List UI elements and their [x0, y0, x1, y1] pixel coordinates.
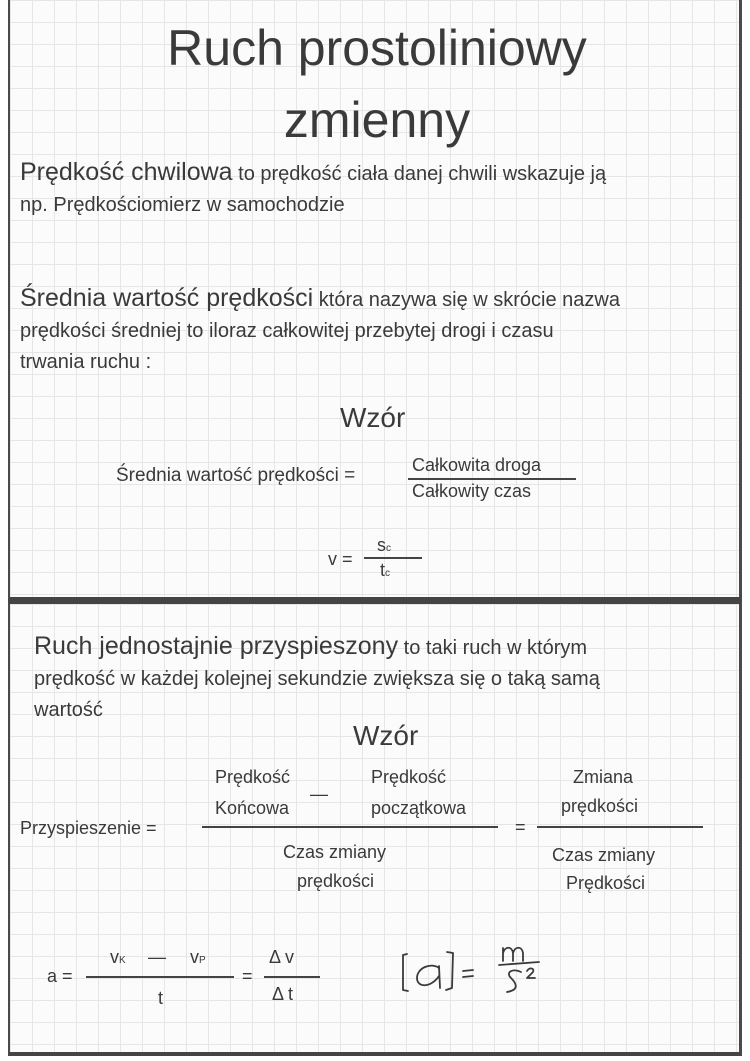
- s-symbol: s: [377, 535, 386, 555]
- accelerated-line-1: [34, 631, 600, 664]
- v-minus-sign: —: [148, 947, 166, 967]
- final-velocity-line-1: Prędkość: [215, 767, 291, 787]
- accelerated-line-3: wartość: [34, 699, 103, 721]
- instant-term: Prędkość chwilowa: [20, 158, 233, 186]
- v-formula-lhs: v =: [328, 549, 353, 569]
- equals-sign: [463, 970, 473, 977]
- title-line-2: zmienny: [283, 92, 471, 148]
- velocity-change-line-2: prędkości: [561, 796, 639, 816]
- exponent-2: [527, 968, 535, 978]
- average-line-3: trwania ruchu :: [20, 351, 152, 373]
- time-change-line-1: Czas zmiany: [283, 842, 387, 862]
- t-subscript: c: [385, 568, 391, 579]
- formula-heading-2: Wzór: [353, 720, 419, 751]
- letter-m: [503, 948, 523, 961]
- average-formula-numerator: Całkowita droga: [412, 455, 542, 475]
- acceleration-equals: =: [515, 817, 526, 837]
- final-velocity-line-2: Końcowa: [215, 798, 290, 818]
- time-change-line-4: Prędkości: [566, 873, 646, 893]
- vk-subscript: K: [119, 955, 126, 966]
- instant-line-2: np. Prędkościomierz w samochodzie: [20, 194, 345, 216]
- velocity-minus-sign: —: [310, 784, 328, 804]
- bracket-left: [403, 954, 408, 991]
- initial-velocity-line-1: Prędkość: [371, 767, 447, 787]
- instant-line-1: [20, 157, 606, 190]
- average-velocity-paragraph: [20, 283, 620, 378]
- average-term: Średnia wartość prędkości: [20, 284, 314, 312]
- accelerated-term: Ruch jednostajnie przyspieszony: [34, 632, 399, 660]
- delta-t: Δ t: [272, 984, 294, 1004]
- v-formula-numerator: [377, 535, 391, 556]
- average-line-2: prędkości średniej to iloraz całkowitej przebytej drogi i czasu: [20, 320, 554, 342]
- acceleration-fraction-bar-2: [537, 826, 703, 828]
- a-formula-lhs: a =: [47, 966, 73, 986]
- accelerated-line-2: prędkość w każdej kolejnej sekundzie zwiększa się o taką samą: [34, 668, 600, 690]
- letter-s: [507, 970, 521, 992]
- average-fraction-bar: [408, 478, 576, 480]
- initial-velocity-line-2: początkowa: [371, 798, 467, 818]
- average-text-1: która nazywa się w skrócie nazwa: [313, 289, 620, 311]
- s-subscript: c: [386, 543, 391, 554]
- a-denominator-t: t: [158, 988, 164, 1008]
- title-line-1: Ruch prostoliniowy: [167, 20, 587, 76]
- average-line-1: [20, 283, 620, 316]
- accelerated-text-1: to taki ruch w którym: [398, 637, 588, 659]
- v-formula-denominator: [380, 560, 390, 581]
- delta-fraction-bar: [264, 976, 320, 978]
- unit-fraction-bar: [499, 962, 539, 965]
- vp-letter: v: [190, 947, 199, 967]
- vk-symbol: [110, 947, 126, 968]
- formula-heading-1: Wzór: [340, 402, 406, 433]
- top-panel: [8, 0, 742, 601]
- handwritten-unit-drawing: [395, 934, 555, 1004]
- instant-text-1: to prędkość ciała danej chwili wskazuje ją: [232, 163, 607, 185]
- bottom-panel: [8, 601, 742, 1056]
- a-fraction-bar: [86, 976, 234, 978]
- t-symbol: t: [380, 560, 386, 580]
- accelerated-paragraph: [34, 631, 600, 726]
- vp-subscript: P: [199, 955, 206, 966]
- vp-symbol: [190, 947, 206, 968]
- instant-velocity-paragraph: [20, 157, 606, 221]
- bracket-right: [446, 952, 453, 990]
- average-formula-denominator: Całkowity czas: [412, 481, 532, 501]
- letter-a: [417, 966, 440, 988]
- velocity-change-line-1: Zmiana: [573, 767, 634, 787]
- acceleration-lhs: Przyspieszenie =: [20, 818, 157, 838]
- v-fraction-bar: [364, 557, 422, 559]
- time-change-line-2: prędkości: [297, 871, 375, 891]
- average-formula-lhs: Średnia wartość prędkości =: [116, 465, 356, 486]
- acceleration-fraction-bar-1: [202, 826, 498, 828]
- time-change-line-3: Czas zmiany: [552, 845, 656, 865]
- vk-letter: v: [110, 947, 119, 967]
- delta-v: Δ v: [269, 947, 295, 967]
- a-equals-2: =: [242, 966, 253, 986]
